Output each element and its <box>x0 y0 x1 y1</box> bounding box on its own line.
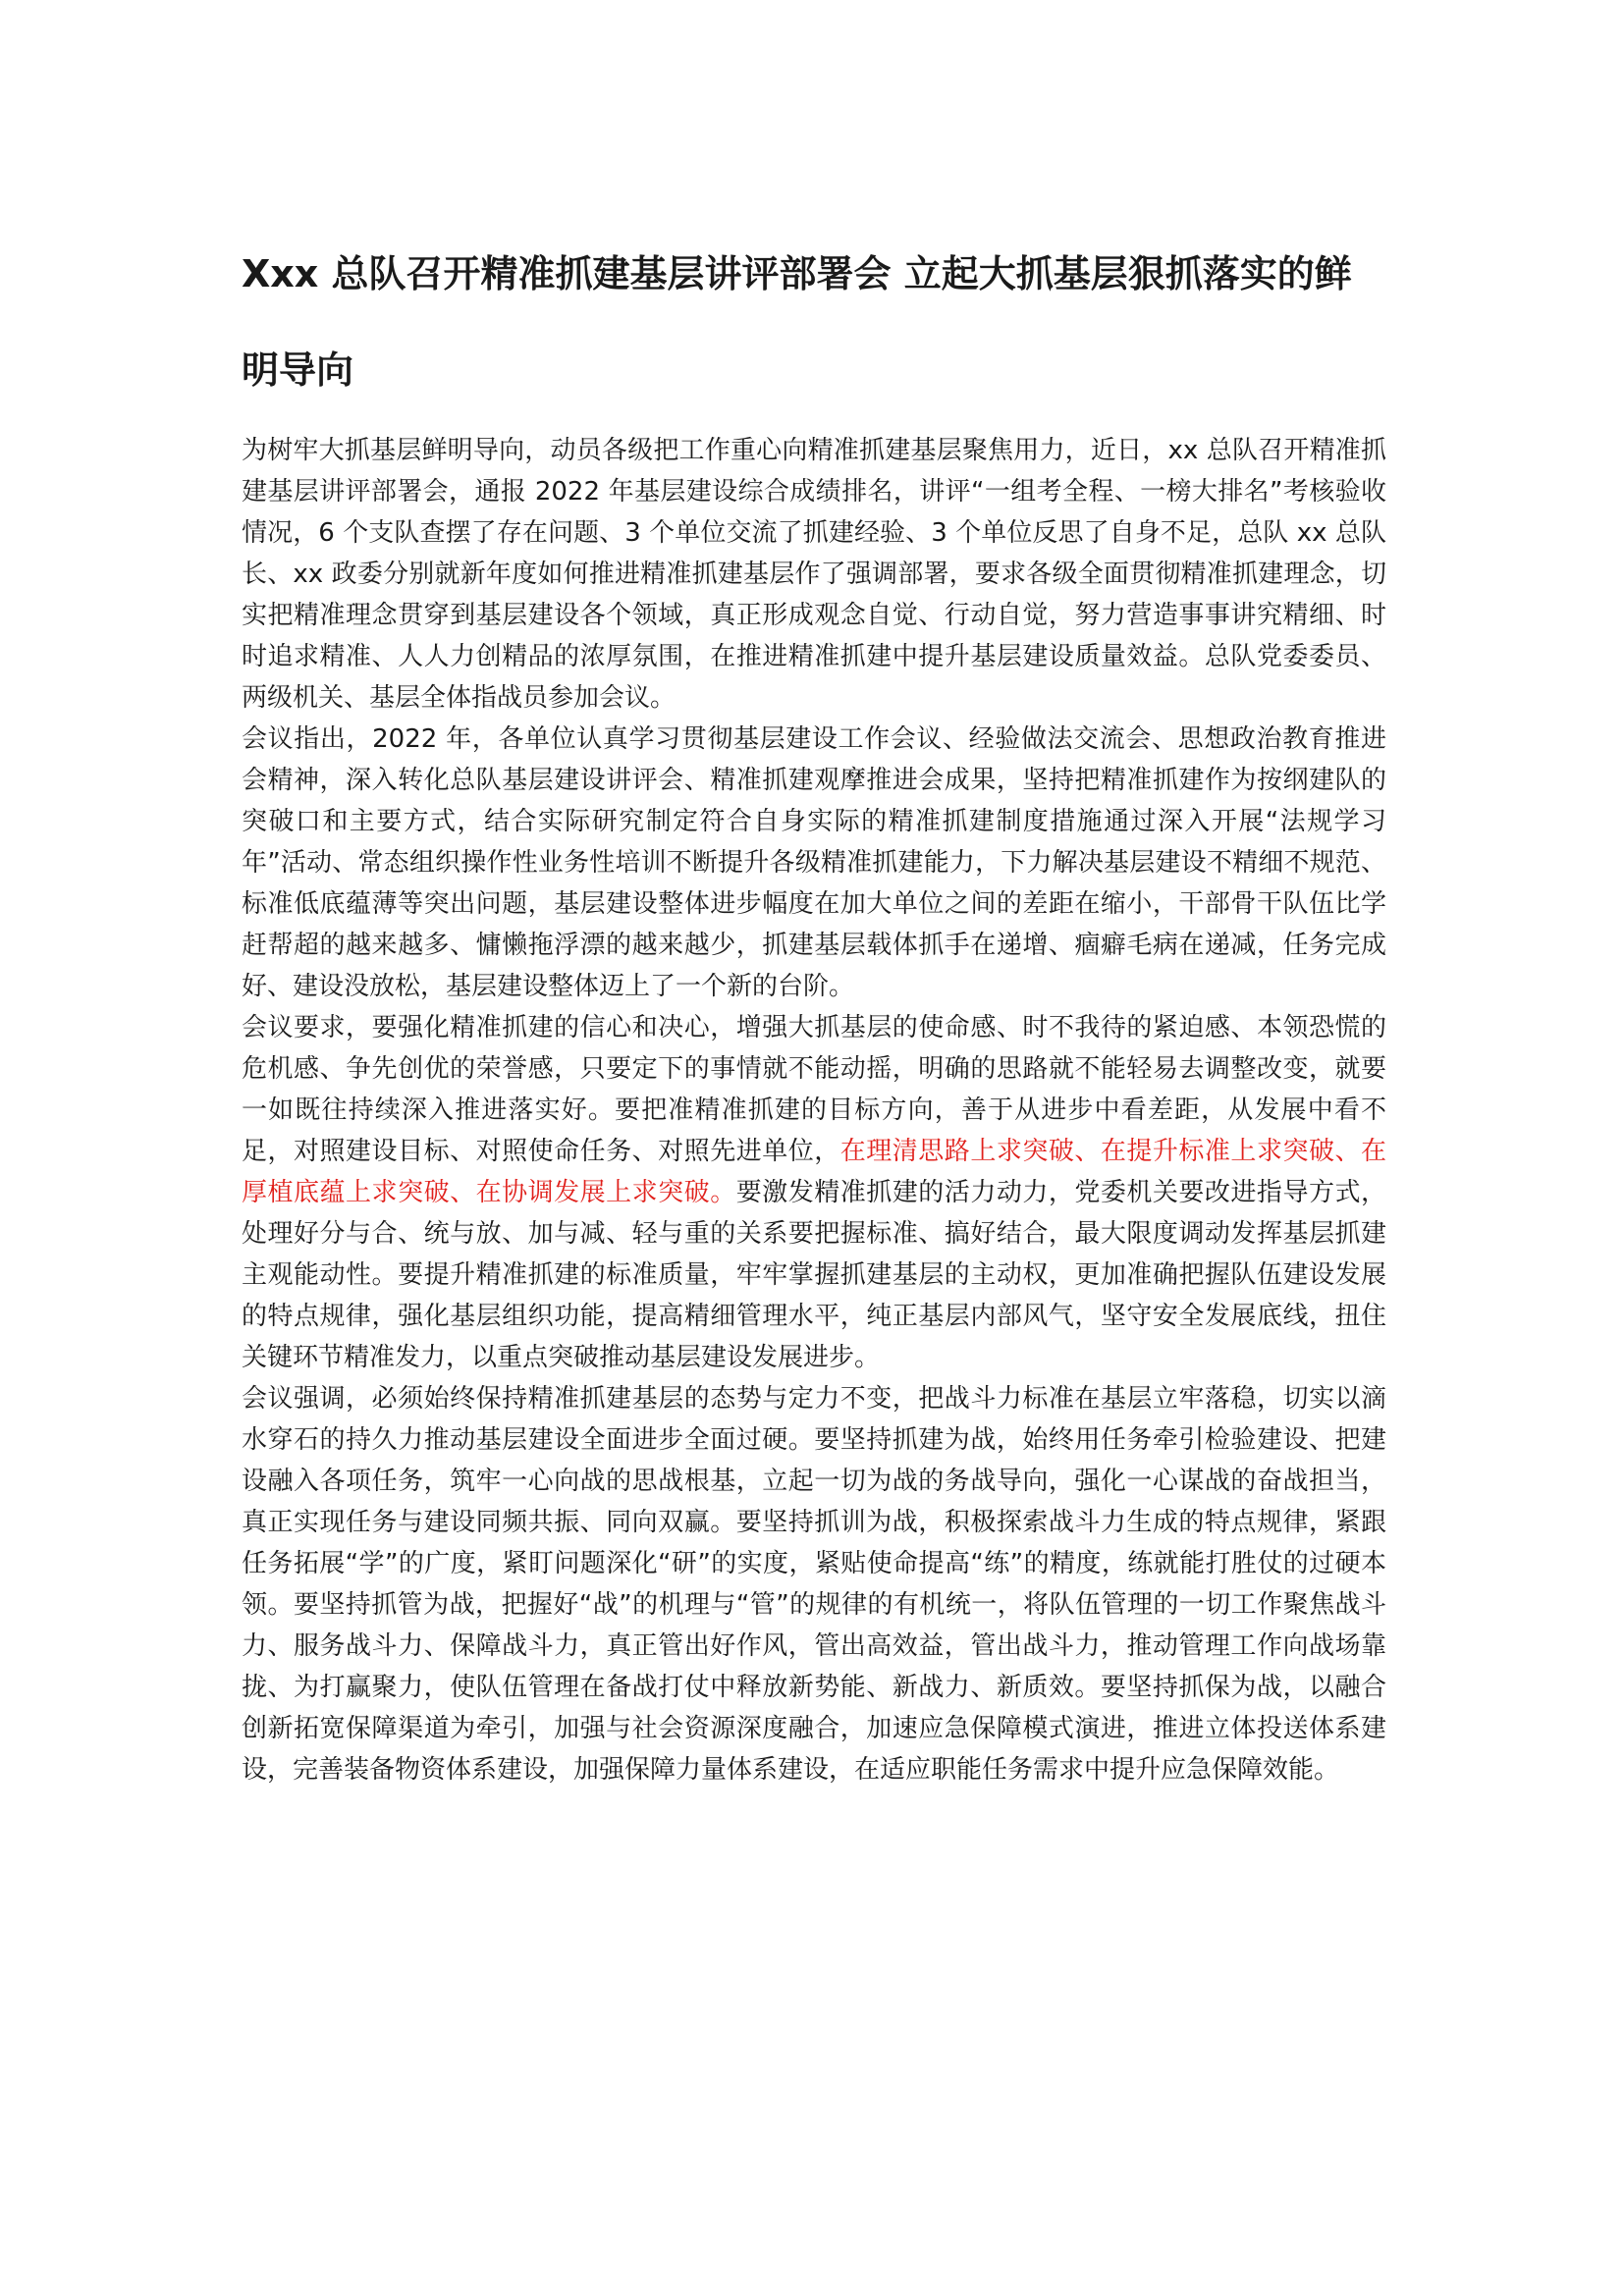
highlighted-text: 在理清思路上求突破、在提升标准上求突破、在厚植底蕴上求突破、在协调发展上求突破。 <box>242 1137 1386 1207</box>
paragraph-meeting-points: 会议指出，2022 年，各单位认真学习贯彻基层建设工作会议、经验做法交流会、思想政治教育推进会精神，深入转化总队基层建设讲评会、精准抓建观摩推进会成果，坚持把精准抓建作为按纲建队的突破口和主要方式，结合实际研究制定符合自身实际的精准抓建制度措施通过深入开展“法规学习年”活动、常态组织操作性业务性培训不断提升各级精准抓建能力，下力解决基层建设不精细不规范、标准低底蕴薄等突出问题，基层建设整体进步幅度在加大单位之间的差距在缩小，干部骨干队伍比学赶帮超的越来越多、慵懒拖浮漂的越来越少，抓建基层载体抓手在递增、痼癖毛病在递减，任务完成好、建设没放松，基层建设整体迈上了一个新的台阶。 <box>242 724 1386 1001</box>
paragraph-requirements-after: 要激发精准抓建的活力动力，党委机关要改进指导方式，处理好分与合、统与放、加与减、轻与重的关系要把握标准、搞好结合，最大限度调动发挥基层抓建主观能动性。要提升精准抓建的标准质量，牢牢掌握抓建基层的主动权，更加准确把握队伍建设发展的特点规律，强化基层组织功能，提高精细管理水平，纯正基层内部风气，坚守安全发展底线，扭住关键环节精准发力，以重点突破推动基层建设发展进步。 <box>242 1178 1386 1372</box>
paragraph-meeting-requirements <box>242 1007 1386 1378</box>
paragraph-meeting-emphasis: 会议强调，必须始终保持精准抓建基层的态势与定力不变，把战斗力标准在基层立牢落稳，切实以滴水穿石的持久力推动基层建设全面进步全面过硬。要坚持抓建为战，始终用任务牵引检验建设、把建设融入各项任务，筑牢一心向战的思战根基，立起一切为战的务战导向，强化一心谋战的奋战担当，真正实现任务与建设同频共振、同向双赢。要坚持抓训为战，积极探索战斗力生成的特点规律，紧跟任务拓展“学”的广度，紧盯问题深化“研”的实度，紧贴使命提高“练”的精度，练就能打胜仗的过硬本领。要坚持抓管为战，把握好“战”的机理与“管”的规律的有机统一，将队伍管理的一切工作聚焦战斗力、服务战斗力、保障战斗力，真正管出好作风，管出高效益，管出战斗力，推动管理工作向战场靠拢、为打赢聚力，使队伍管理在备战打仗中释放新势能、新战力、新质效。要坚持抓保为战，以融合创新拓宽保障渠道为牵引，加强与社会资源深度融合，加速应急保障模式演进，推进立体投送体系建设，完善装备物资体系建设，加强保障力量体系建设，在适应职能任务需求中提升应急保障效能。 <box>242 1384 1386 1785</box>
document-page <box>242 226 1386 1790</box>
paragraph-intro: 为树牢大抓基层鲜明导向，动员各级把工作重心向精准抓建基层聚焦用力，近日，xx 总队召开精准抓建基层讲评部署会，通报 2022 年基层建设综合成绩排名，讲评“一组考全程、一榜大排名”考核验收情况，6 个支队查摆了存在问题、3 个单位交流了抓建经验、3 个单位反思了自身不足，总队 xx 总队长、xx 政委分别就新年度如何推进精准抓建基层作了强调部署，要求各级全面贯彻精准抓建理念，切实把精准理念贯穿到基层建设各个领域，真正形成观念自觉、行动自觉，努力营造事事讲究精细、时时追求精准、人人力创精品的浓厚氛围，在推进精准抓建中提升基层建设质量效益。总队党委委员、两级机关、基层全体指战员参加会议。 <box>242 436 1386 713</box>
document-title: Xxx 总队召开精准抓建基层讲评部署会 立起大抓基层狠抓落实的鲜明导向 <box>242 252 1352 392</box>
paragraph-requirements-before: 会议要求，要强化精准抓建的信心和决心，增强大抓基层的使命感、时不我待的紧迫感、本领恐慌的危机感、争先创优的荣誉感，只要定下的事情就不能动摇，明确的思路就不能轻易去调整改变，就要一如既往持续深入推进落实好。要把准精准抓建的目标方向，善于从进步中看差距，从发展中看不足，对照建设目标、对照使命任务、对照先进单位， <box>242 1013 1386 1166</box>
